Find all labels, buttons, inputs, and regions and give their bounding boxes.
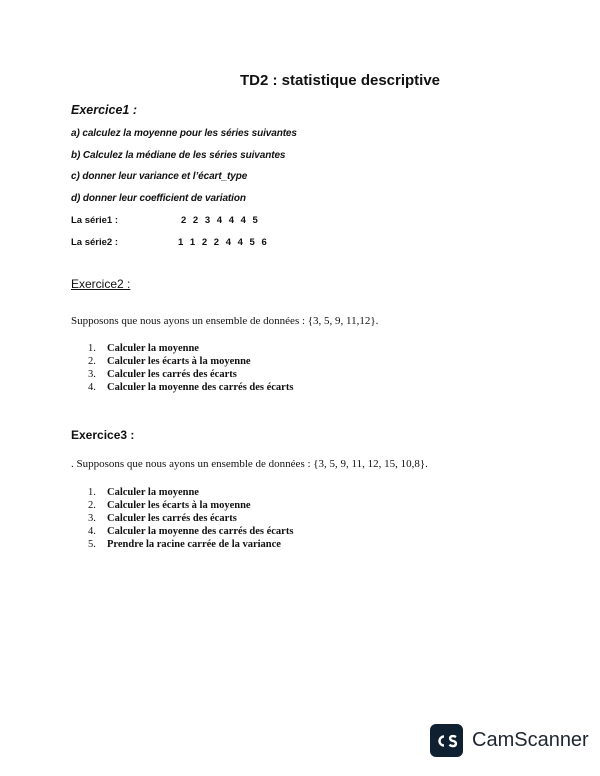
exercice2-heading: Exercice2 : [71,277,131,291]
camscanner-watermark [430,724,589,757]
series1-values: 2 2 3 4 4 4 5 [181,215,258,226]
exercice3-intro: . Supposons que nous ayons un ensemble de données : {3, 5, 9, 11, 12, 15, 10,8}. [71,458,428,470]
exercice2-intro: Supposons que nous ayons un ensemble de données : {3, 5, 9, 11,12}. [71,315,379,327]
list-item: 3. Calculer les carrés des écarts [88,513,237,524]
list-item: 2. Calculer les écarts à la moyenne [88,500,251,511]
list-item: 4. Calculer la moyenne des carrés des écarts [88,526,294,537]
list-item: 3. Calculer les carrés des écarts [88,369,237,380]
exercice1-question-a: a) calculez la moyenne pour les séries suivantes [71,128,297,139]
exercice3-list [88,486,293,551]
series2-values: 1 1 2 2 4 4 5 6 [178,237,267,248]
page-title: TD2 : statistique descriptive [239,72,441,89]
exercice1-question-b: b) Calculez la médiane de les séries suivantes [71,150,286,161]
exercice1-question-d: d) donner leur coefficient de variation [71,193,246,204]
camscanner-brand: CamScanner [472,729,589,751]
series2-label: La série2 : [71,237,118,248]
list-item: 1. Calculer la moyenne [88,343,199,354]
list-item: 4. Calculer la moyenne des carrés des écarts [88,382,294,393]
exercice2-list [88,342,293,394]
exercice3-heading: Exercice3 : [71,428,135,442]
exercice1-heading: Exercice1 : [71,103,138,117]
list-item: 2. Calculer les écarts à la moyenne [88,356,251,367]
exercice1-question-c: c) donner leur variance et l’écart_type [71,171,248,182]
camscanner-logo-icon [430,724,463,757]
list-item: 5. Prendre la racine carrée de la variance [88,539,281,550]
series1-label: La série1 : [71,215,118,226]
list-item: 1. Calculer la moyenne [88,487,199,498]
